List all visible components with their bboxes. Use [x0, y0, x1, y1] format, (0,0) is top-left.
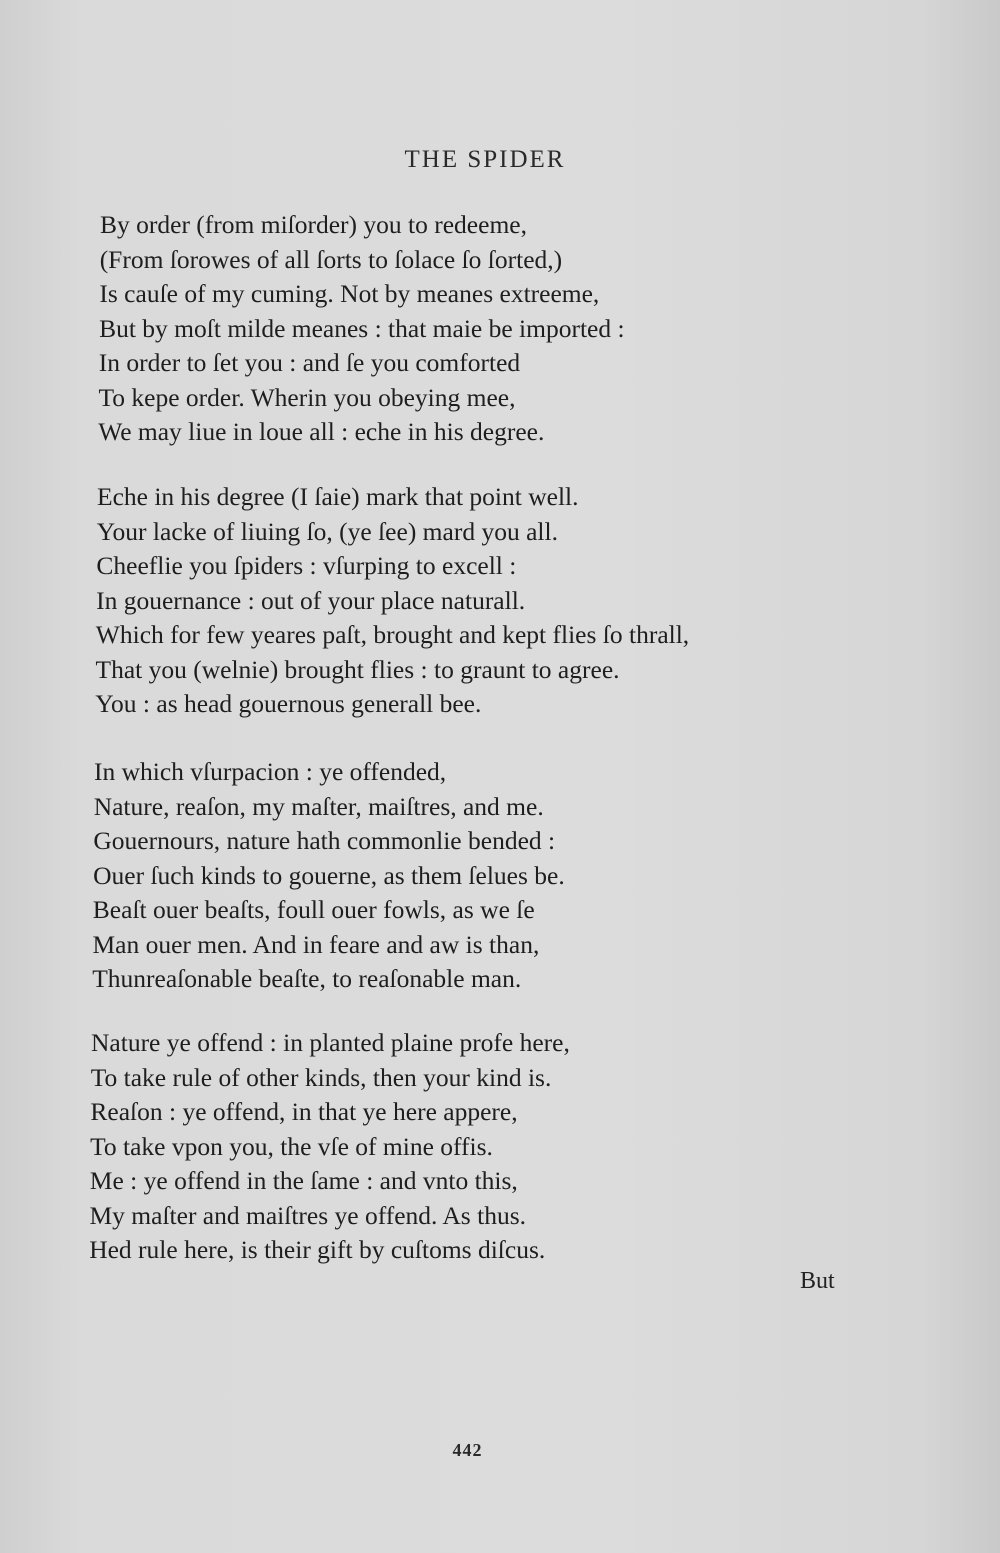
- poem-line: To take rule of other kinds, then your kind is.: [90, 1062, 552, 1092]
- poem-line: That you (welnie) brought flies : to graunt to agree.: [95, 654, 620, 684]
- poem-line: Ouer ſuch kinds to gouerne, as them ſelues be.: [93, 860, 565, 890]
- poem-line: Cheeflie you ſpiders : vſurping to excell :: [96, 551, 517, 580]
- poem-line: In gouernance : out of your place naturall.: [96, 585, 526, 615]
- catchword: But: [800, 1268, 835, 1294]
- poem-line: Your lacke of liuing ſo, (ye ſee) mard you all.: [96, 516, 558, 546]
- poem-line: Eche in his degree (I ſaie) mark that point well.: [97, 482, 579, 511]
- poem-line: To take vpon you, the vſe of mine offis.: [90, 1131, 493, 1161]
- poem-line: You : as head gouernous generall bee.: [95, 689, 482, 718]
- poem-line: Nature, reaſon, my maſter, maiſtres, and me.: [93, 791, 544, 821]
- poem-line: Thunreaſonable beaſte, to reaſonable man.: [92, 964, 522, 993]
- running-head: THE SPIDER: [404, 146, 566, 173]
- poem-line: Gouernours, nature hath commonlie bended :: [93, 826, 556, 855]
- poem-line: To kepe order. Wherin you obeying mee,: [98, 382, 516, 412]
- poem-line: In order to ſet you : and ſe you comforted: [98, 348, 521, 377]
- poem-line: Reaſon : ye offend, in that ye here appere,: [90, 1097, 518, 1126]
- poem-line: Hed rule here, is their gift by cuſtoms diſcus.: [89, 1235, 546, 1264]
- poem-line: In which vſurpacion : ye offended,: [94, 757, 447, 786]
- poem-line: Nature ye offend : in planted plaine profe here,: [91, 1028, 570, 1057]
- poem-line: But by moſt milde meanes : that maie be imported :: [99, 313, 625, 343]
- poem-line: Man ouer men. And in feare and aw is than,: [92, 929, 540, 959]
- poem-line: We may liue in loue all : eche in his degree.: [98, 417, 545, 446]
- poem-line: Me : ye offend in the ſame : and vnto this,: [89, 1166, 518, 1195]
- poem-line: (From ſorowes of all ſorts to ſolace ſo ſorted,): [99, 244, 563, 274]
- poem-line: By order (from miſorder) you to redeeme,: [100, 210, 527, 239]
- poem-line: Which for few yeares paſt, brought and kept flies ſo thrall,: [95, 620, 690, 649]
- poem-line: My maſter and maiſtres ye offend. As thus.: [89, 1200, 526, 1230]
- poem-line: Beaſt ouer beaſts, foull ouer fowls, as we ſe: [92, 895, 535, 924]
- page-number: 442: [452, 1440, 483, 1460]
- poem-line: Is cauſe of my cuming. Not by meanes extreeme,: [99, 279, 600, 308]
